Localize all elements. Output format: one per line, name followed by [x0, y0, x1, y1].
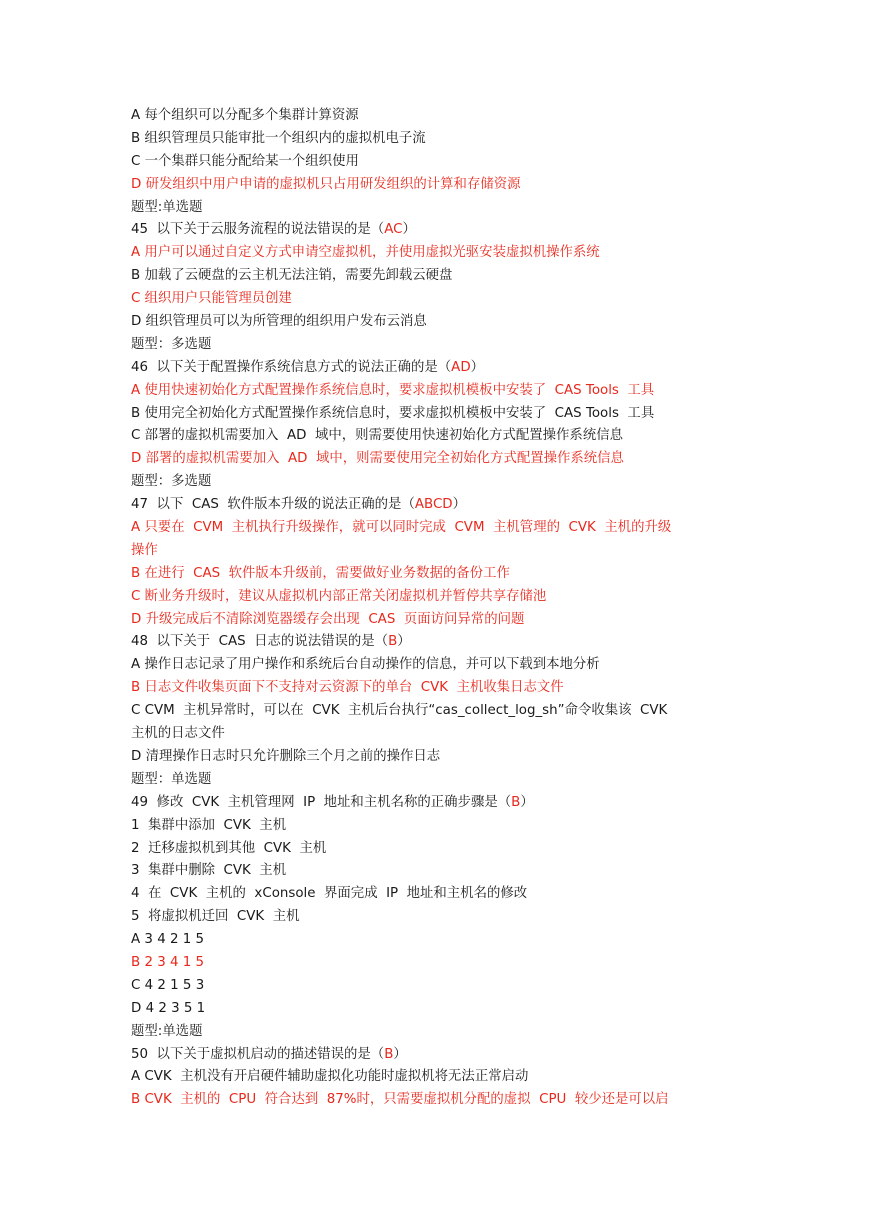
highlighted-line: D 部署的虚拟机需要加入 AD 域中，则需要使用完全初始化方式配置操作系统信息 — [131, 451, 624, 467]
text-line: 4 在 CVK 主机的 xConsole 界面完成 IP 地址和主机名的修改 — [131, 886, 528, 902]
text-line: B 组织管理员只能审批一个组织内的虚拟机电子流 — [131, 130, 426, 146]
highlighted-line: A 用户可以通过自定义方式申请空虚拟机，并使用虚拟光驱安装虚拟机操作系统 — [131, 245, 600, 261]
document-body — [131, 105, 731, 1112]
answer-key: ABCD — [414, 497, 453, 513]
question-text: 46 以下关于配置操作系统信息方式的说法正确的是（ — [131, 359, 452, 375]
question-line — [131, 792, 731, 815]
text-line: 题型：单选题 — [131, 771, 212, 787]
text-line: 题型:单选题 — [131, 199, 203, 215]
highlighted-line: B CVK 主机的 CPU 符合达到 87%时，只需要虚拟机分配的虚拟 CPU 较少还是可以启 — [131, 1092, 669, 1108]
answer-key: B — [388, 634, 398, 650]
answer-key: AD — [451, 359, 471, 375]
text-line: C 一个集群只能分配给某一个组织使用 — [131, 153, 359, 169]
text-line: 题型:单选题 — [131, 1023, 203, 1039]
question-text: 49 修改 CVK 主机管理网 IP 地址和主机名称的正确步骤是（ — [131, 794, 512, 810]
text-line: 题型：多选题 — [131, 474, 212, 490]
question-line — [131, 494, 731, 517]
text-line: C CVM 主机异常时，可以在 CVK 主机后台执行“cas_collect_log_sh”命令收集该 CVK — [131, 703, 668, 719]
text-line: A 3 4 2 1 5 — [131, 932, 205, 948]
text-line: A CVK 主机没有开启硬件辅助虚拟化功能时虚拟机将无法正常启动 — [131, 1069, 529, 1085]
text-line: 3 集群中删除 CVK 主机 — [131, 863, 287, 879]
text-line: B 加载了云硬盘的云主机无法注销，需要先卸载云硬盘 — [131, 268, 453, 284]
highlighted-line: B 2 3 4 1 5 — [131, 954, 205, 970]
text-line: D 4 2 3 5 1 — [131, 1000, 206, 1016]
highlighted-line: D 升级完成后不清除浏览器缓存会出现 CAS 页面访问异常的问题 — [131, 611, 525, 627]
highlighted-line: A 只要在 CVM 主机执行升级操作，就可以同时完成 CVM 主机管理的 CVK 主机的升级 — [131, 520, 672, 536]
highlighted-line: B 日志文件收集页面下不支持对云资源下的单台 CVK 主机收集日志文件 — [131, 680, 564, 696]
question-close: ） — [402, 222, 416, 238]
text-line: D 清理操作日志时只允许删除三个月之前的操作日志 — [131, 748, 441, 764]
text-line: 2 迁移虚拟机到其他 CVK 主机 — [131, 840, 327, 856]
question-close: ） — [520, 794, 534, 810]
text-line: D 组织管理员可以为所管理的组织用户发布云消息 — [131, 314, 427, 330]
question-close: ） — [397, 634, 411, 650]
highlighted-line: D 研发组织中用户申请的虚拟机只占用研发组织的计算和存储资源 — [131, 176, 521, 192]
question-line — [131, 357, 731, 380]
question-text: 48 以下关于 CAS 日志的说法错误的是（ — [131, 634, 389, 650]
highlighted-line: A 使用快速初始化方式配置操作系统信息时，要求虚拟机模板中安装了 CAS Tools 工具 — [131, 382, 655, 398]
question-line — [131, 1044, 731, 1067]
question-line — [131, 219, 731, 242]
text-line: 1 集群中添加 CVK 主机 — [131, 817, 287, 833]
question-text: 50 以下关于虚拟机启动的描述错误的是（ — [131, 1046, 385, 1062]
answer-key: B — [511, 794, 521, 810]
highlighted-line: C 断业务升级时，建议从虚拟机内部正常关闭虚拟机并暂停共享存储池 — [131, 588, 547, 604]
answer-key: B — [384, 1046, 394, 1062]
highlighted-line: 操作 — [131, 542, 158, 558]
answer-key: AC — [384, 222, 403, 238]
question-close: ） — [470, 359, 485, 375]
text-line: A 操作日志记录了用户操作和系统后台自动操作的信息，并可以下载到本地分析 — [131, 657, 600, 673]
text-line: B 使用完全初始化方式配置操作系统信息时，要求虚拟机模板中安装了 CAS Tools 工具 — [131, 405, 655, 421]
text-line: C 4 2 1 5 3 — [131, 977, 205, 993]
question-text: 45 以下关于云服务流程的说法错误的是（ — [131, 222, 385, 238]
text-line: 题型：多选题 — [131, 336, 212, 352]
question-close: ） — [393, 1046, 407, 1062]
question-text: 47 以下 CAS 软件版本升级的说法正确的是（ — [131, 497, 415, 513]
text-line: 5 将虚拟机迁回 CVK 主机 — [131, 909, 300, 925]
highlighted-line: B 在进行 CAS 软件版本升级前，需要做好业务数据的备份工作 — [131, 565, 510, 581]
question-close: ） — [452, 497, 467, 513]
highlighted-line: C 组织用户只能管理员创建 — [131, 291, 292, 307]
text-line: C 部署的虚拟机需要加入 AD 域中，则需要使用快速初始化方式配置操作系统信息 — [131, 428, 623, 444]
question-line — [131, 631, 731, 654]
text-line: 主机的日志文件 — [131, 726, 225, 742]
text-line: A 每个组织可以分配多个集群计算资源 — [131, 108, 359, 123]
